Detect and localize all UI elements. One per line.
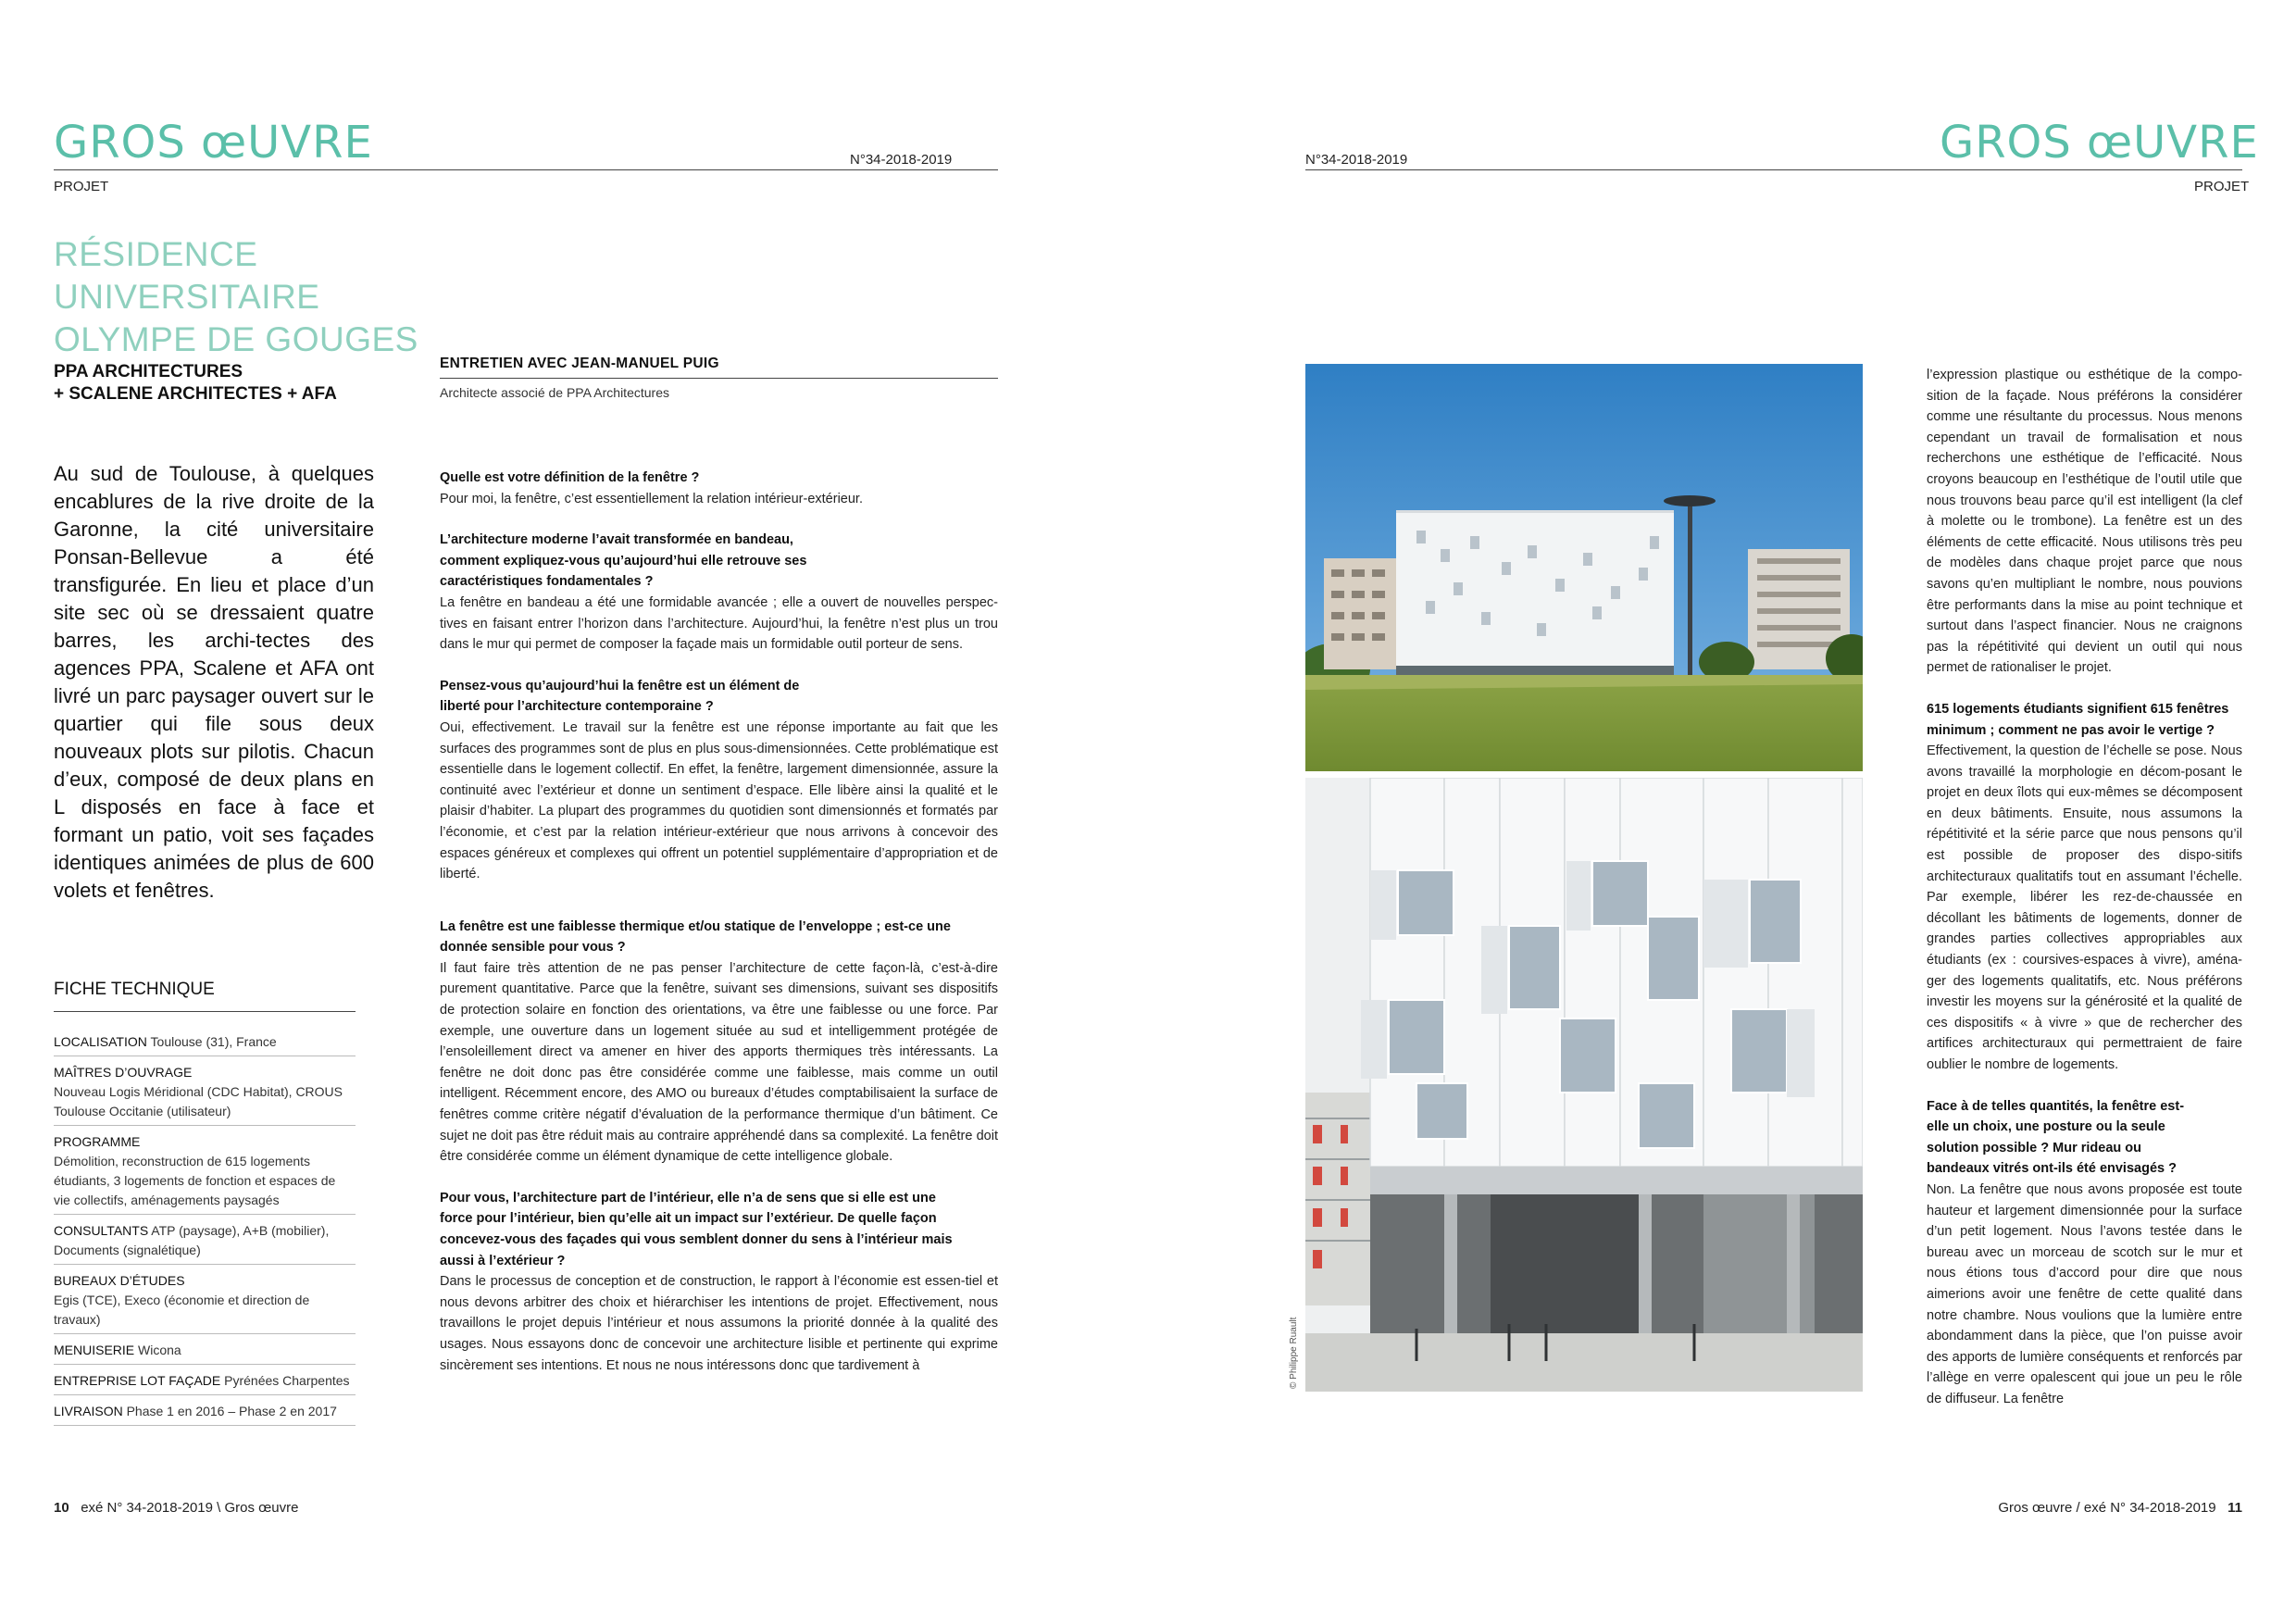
section-label-right: PROJET (2194, 179, 2250, 194)
header-rule-left (54, 169, 998, 170)
brand-logo-left: GROS œUVRE (54, 117, 373, 169)
fiche-label: PROGRAMME (54, 1134, 141, 1149)
answer-6: Effectivement, la question de l’échelle se pose. Nous avons travaillé la morphologie en décom-posant le projet en deux îlots qui eux-mêmes se décomposent en deux bâtiments. Ensuite, nous assumons la répétitivité et la série parce que nous pensons qu’il est possible de proposer des dispo-sitifs architecturaux qualitatifs tout en assumant l’échelle. Par exemple, libérer les rez-de-chaussée en décollant les bâtiments de logements, donner de grandes parties collectives appropriables aux étudiants (ex : coursives-espaces à vivre), aména-ger des logements qualitatifs, etc. Nous préférons investir les moyens sur la générosité et la qualité de ces dispositifs « à vivre » que de rechercher des artifices architecturaux qui permettraient de faire oublier le nombre de logements. (1927, 743, 2242, 1072)
fiche-row-livraison (54, 1394, 356, 1425)
fiche-row-lot-facade (54, 1364, 356, 1394)
interview-heading: ENTRETIEN AVEC JEAN-MANUEL PUIG (440, 356, 719, 371)
interview-column-1 (440, 468, 998, 1376)
question-1: Quelle est votre définition de la fenêtre ? (440, 470, 700, 485)
question-4: La fenêtre est une faiblesse thermique et/ou statique de l’enveloppe ; est-ce une donnée sensible pour vous ? (440, 918, 951, 956)
footer-left-text: exé N° 34-2018-2019 \ Gros œuvre (81, 1500, 299, 1516)
fiche-row-programme (54, 1125, 356, 1214)
spacer (440, 1168, 998, 1188)
authors-line: + SCALENE ARCHITECTES + AFA (54, 384, 337, 404)
lead-paragraph: Au sud de Toulouse, à quelques encablures de la rive droite de la Garonne, la cité universitaire Ponsan-Bellevue a été transfigurée. En lieu et place d’un site sec où se dressaient quatre barres, les archi-tectes des agences PPA, Scalene et AFA ont livré un parc paysager ouvert sur le quartier qui file sous deux nouveaux plots sur pilotis. Chacun d’eux, composé de deux plans en L disposés en face à face et formant un patio, voit ses façades identiques animées de plus de 600 volets et fenêtres. (54, 462, 374, 902)
answer-7: Non. La fenêtre que nous avons proposée est toute hauteur et largement dimensionnée pour la surface d’un petit logement. Nous l’avons testée dans le bureau avec un morceau de scotch sur le mur et nous étions tous d’accord pour dire que nous aimerions avoir une fenêtre de cette qualité dans notre chambre. Nous voulions que la lumière entre abondamment dans la pièce, que l’on puisse avoir des apports de lumière conséquents et renforcés par l’allège en verre opalescent qui joue un peu le rôle de diffuseur. La fenêtre (1927, 1181, 2242, 1406)
answer-5: Dans le processus de conception et de construction, le rapport à l’économie est essen-tiel et nous devons arbitrer des choix et hiérarchiser les intentions de projet. Effectivement, nous travaillons le projet depuis l’intérieur et nous assumons la priorité donnée à la qualité des usages. Nous essayons donc de concevoir une architecture lisible et pertinente qui exprime sincèrement ses intentions. Et nous ne nous intéressons donc que tardivement à (440, 1274, 998, 1373)
brand-logo-right: GROS œUVRE (1940, 117, 2259, 169)
article-title (54, 233, 418, 361)
interview-column-2 (1927, 365, 2242, 1410)
title-line: UNIVERSITAIRE (54, 278, 320, 316)
fiche-value: Egis (TCE), Execo (économie et direction de travaux) (54, 1293, 310, 1327)
footer-left (54, 1500, 298, 1516)
spacer (1927, 679, 2242, 699)
title-line: RÉSIDENCE (54, 235, 258, 273)
question-7: Face à de telles quantités, la fenêtre est-elle un choix, une posture ou la seule solution possible ? Mur rideau ou bandeaux vitrés ont-ils été envisagés ? (1927, 1098, 2185, 1177)
question-5: Pour vous, l’architecture part de l’intérieur, elle n’a de sens que si elle est une force pour l’intérieur, bien qu’elle ait un impact sur l’extérieur. De quelle façon concevez-vous des façades qui vous semblent donner du sens à l’intérieur mais aussi à l’extérieur ? (440, 1190, 953, 1268)
footer-right-text: Gros œuvre / exé N° 34-2018-2019 (1998, 1500, 2216, 1516)
fiche-label: MAÎTRES D’OUVRAGE (54, 1065, 193, 1080)
header-rule-right (1305, 169, 2242, 170)
answer-2: La fenêtre en bandeau a été une formidable avancée ; elle a ouvert de nouvelles perspec-tives en faisant entrer l’horizon dans l’architecture. Aujourd’hui, la fenêtre n’est plus un trou dans le mur qui permet de composer la façade mais un formidable outil porteur de sens. (440, 594, 998, 653)
interview-subtitle: Architecte associé de PPA Architectures (440, 385, 669, 400)
fiche-label: LOCALISATION (54, 1034, 147, 1049)
building-photo-facade (1305, 778, 1863, 1392)
answer-4: Il faut faire très attention de ne pas penser l’architecture de cette façon-là, c’est-à-dire purement quantitative. Parce que la fenêtre, suivant ses dimensions, suivant ses dispositifs de protection solaire en fonction des orientations, va être une faiblesse ou une force. Par exemple, une ouverture dans un logement située au sud et intelligemment protégée de l’ensoleillement direct va amener en hiver des apports thermiques très intéressants. La fenêtre ne doit donc pas être considérée comme une faiblesse, mais comme un outil intelligent. Récemment encore, des AMO ou bureaux d’études comptabilisaient la surface de fenêtres comme critère négatif d’évaluation de la performance thermique d’un bâtiment. Ce sujet ne doit pas être réduit mais au contraire appréhendé dans sa complexité. La fenêtre doit être considérée comme un élément dynamique de cette intelligence globale. (440, 960, 998, 1165)
photo-exterior-svg (1305, 364, 1863, 771)
fiche-value: Pyrénées Charpentes (220, 1373, 350, 1388)
fiche-bottom-rule (54, 1425, 356, 1426)
fiche-label: LIVRAISON (54, 1404, 123, 1418)
fiche-technique-list (54, 1026, 356, 1426)
spacer (440, 509, 998, 530)
question-3: Pensez-vous qu’aujourd’hui la fenêtre est un élément de liberté pour l’architecture contemporaine ? (440, 678, 800, 715)
building-photo-exterior (1305, 364, 1863, 771)
fiche-value: Démolition, reconstruction de 615 logements étudiants, 3 logements de fonction et espaces de vie collectifs, aménagements paysagés (54, 1154, 336, 1207)
fiche-technique-title: FICHE TECHNIQUE (54, 980, 215, 999)
page-number-left: 10 (54, 1500, 69, 1516)
fiche-row-bureaux-etudes (54, 1264, 356, 1333)
authors-line: PPA ARCHITECTURES (54, 362, 243, 381)
spacer (440, 656, 998, 676)
footer-right (1998, 1500, 2242, 1516)
photo-credit: © Philippe Ruault (1289, 1317, 1299, 1389)
question-2: L’architecture moderne l’avait transformée en bandeau, comment expliquez-vous qu’aujourd’hui elle retrouve ses caractéristiques fondamentales ? (440, 532, 807, 590)
fiche-value: ATP (paysage), A+B (mobilier), Documents (signalétique) (54, 1223, 330, 1257)
title-line: OLYMPE DE GOUGES (54, 320, 418, 358)
fiche-row-maitres-ouvrage (54, 1056, 356, 1125)
fiche-label: CONSULTANTS (54, 1223, 149, 1238)
issue-number-right: N°34-2018-2019 (1305, 152, 1408, 168)
issue-number-left: N°34-2018-2019 (850, 152, 953, 168)
question-6: 615 logements étudiants signifient 615 fenêtres minimum ; comment ne pas avoir le vertige ? (1927, 701, 2229, 738)
answer-1: Pour moi, la fenêtre, c’est essentiellement la relation intérieur-extérieur. (440, 491, 863, 506)
fiche-rule (54, 1011, 356, 1012)
section-label-left: PROJET (54, 179, 109, 194)
fiche-row-consultants (54, 1214, 356, 1264)
answer-5-continued: l’expression plastique ou esthétique de la compo-sition de la façade. Nous préférons la considérer comme une résultante du processus. Nous menons cependant un travail de formalisation et nous recherchons une esthétique de l’efficacité. Nous croyons beaucoup en l’esthétique de l’outil utile que nous trouvons beau parce qu’il est intelligent (la clef à molette ou le trombone). La fenêtre est un des éléments de cette efficacité. Nous utilisons très peu de modèles dans chaque projet parce que nous savons qu’en multipliant le nombre, nous pouvions être performants dans la mise au point technique et surtout dans l’aspect financier. Nous ne craignons pas la répétitivité qui devient un outil qui nous permet de rationaliser le projet. (1927, 368, 2242, 676)
interview-rule (440, 378, 998, 379)
answer-3: Oui, effectivement. Le travail sur la fenêtre est une réponse importante au fait que les surfaces des programmes sont de plus en plus sous-dimensionnées. Cette problématique est essentielle dans le logement collectif. En effet, la fenêtre, largement dimensionnée, assure la continuité avec l’extérieur et donne un sentiment d’espace. Elle libère ainsi la qualité et le plaisir d’habiter. La plupart des programmes du quotidien sont dimensionnés et formatés par l’économie, et c’est par la relation intérieur-extérieur que nous arrivons à concevoir des espaces généreux et complexes qui offrent un potentiel supplémentaire d’appropriation et de liberté. (440, 719, 998, 882)
spacer (440, 885, 998, 917)
fiche-label: ENTREPRISE LOT FAÇADE (54, 1373, 221, 1388)
fiche-value: Toulouse (31), France (146, 1034, 277, 1049)
fiche-value: Wicona (134, 1343, 181, 1357)
article-authors (54, 361, 337, 406)
fiche-row-menuiserie (54, 1333, 356, 1364)
fiche-value: Nouveau Logis Méridional (CDC Habitat), CROUS Toulouse Occitanie (utilisateur) (54, 1084, 343, 1118)
fiche-label: MENUISERIE (54, 1343, 135, 1357)
page-number-right: 11 (2227, 1500, 2242, 1516)
photo-facade-svg (1305, 778, 1863, 1392)
fiche-value: Phase 1 en 2016 – Phase 2 en 2017 (122, 1404, 337, 1418)
spacer (1927, 1076, 2242, 1096)
fiche-label: BUREAUX D’ÉTUDES (54, 1273, 185, 1288)
fiche-row-localisation (54, 1026, 356, 1056)
